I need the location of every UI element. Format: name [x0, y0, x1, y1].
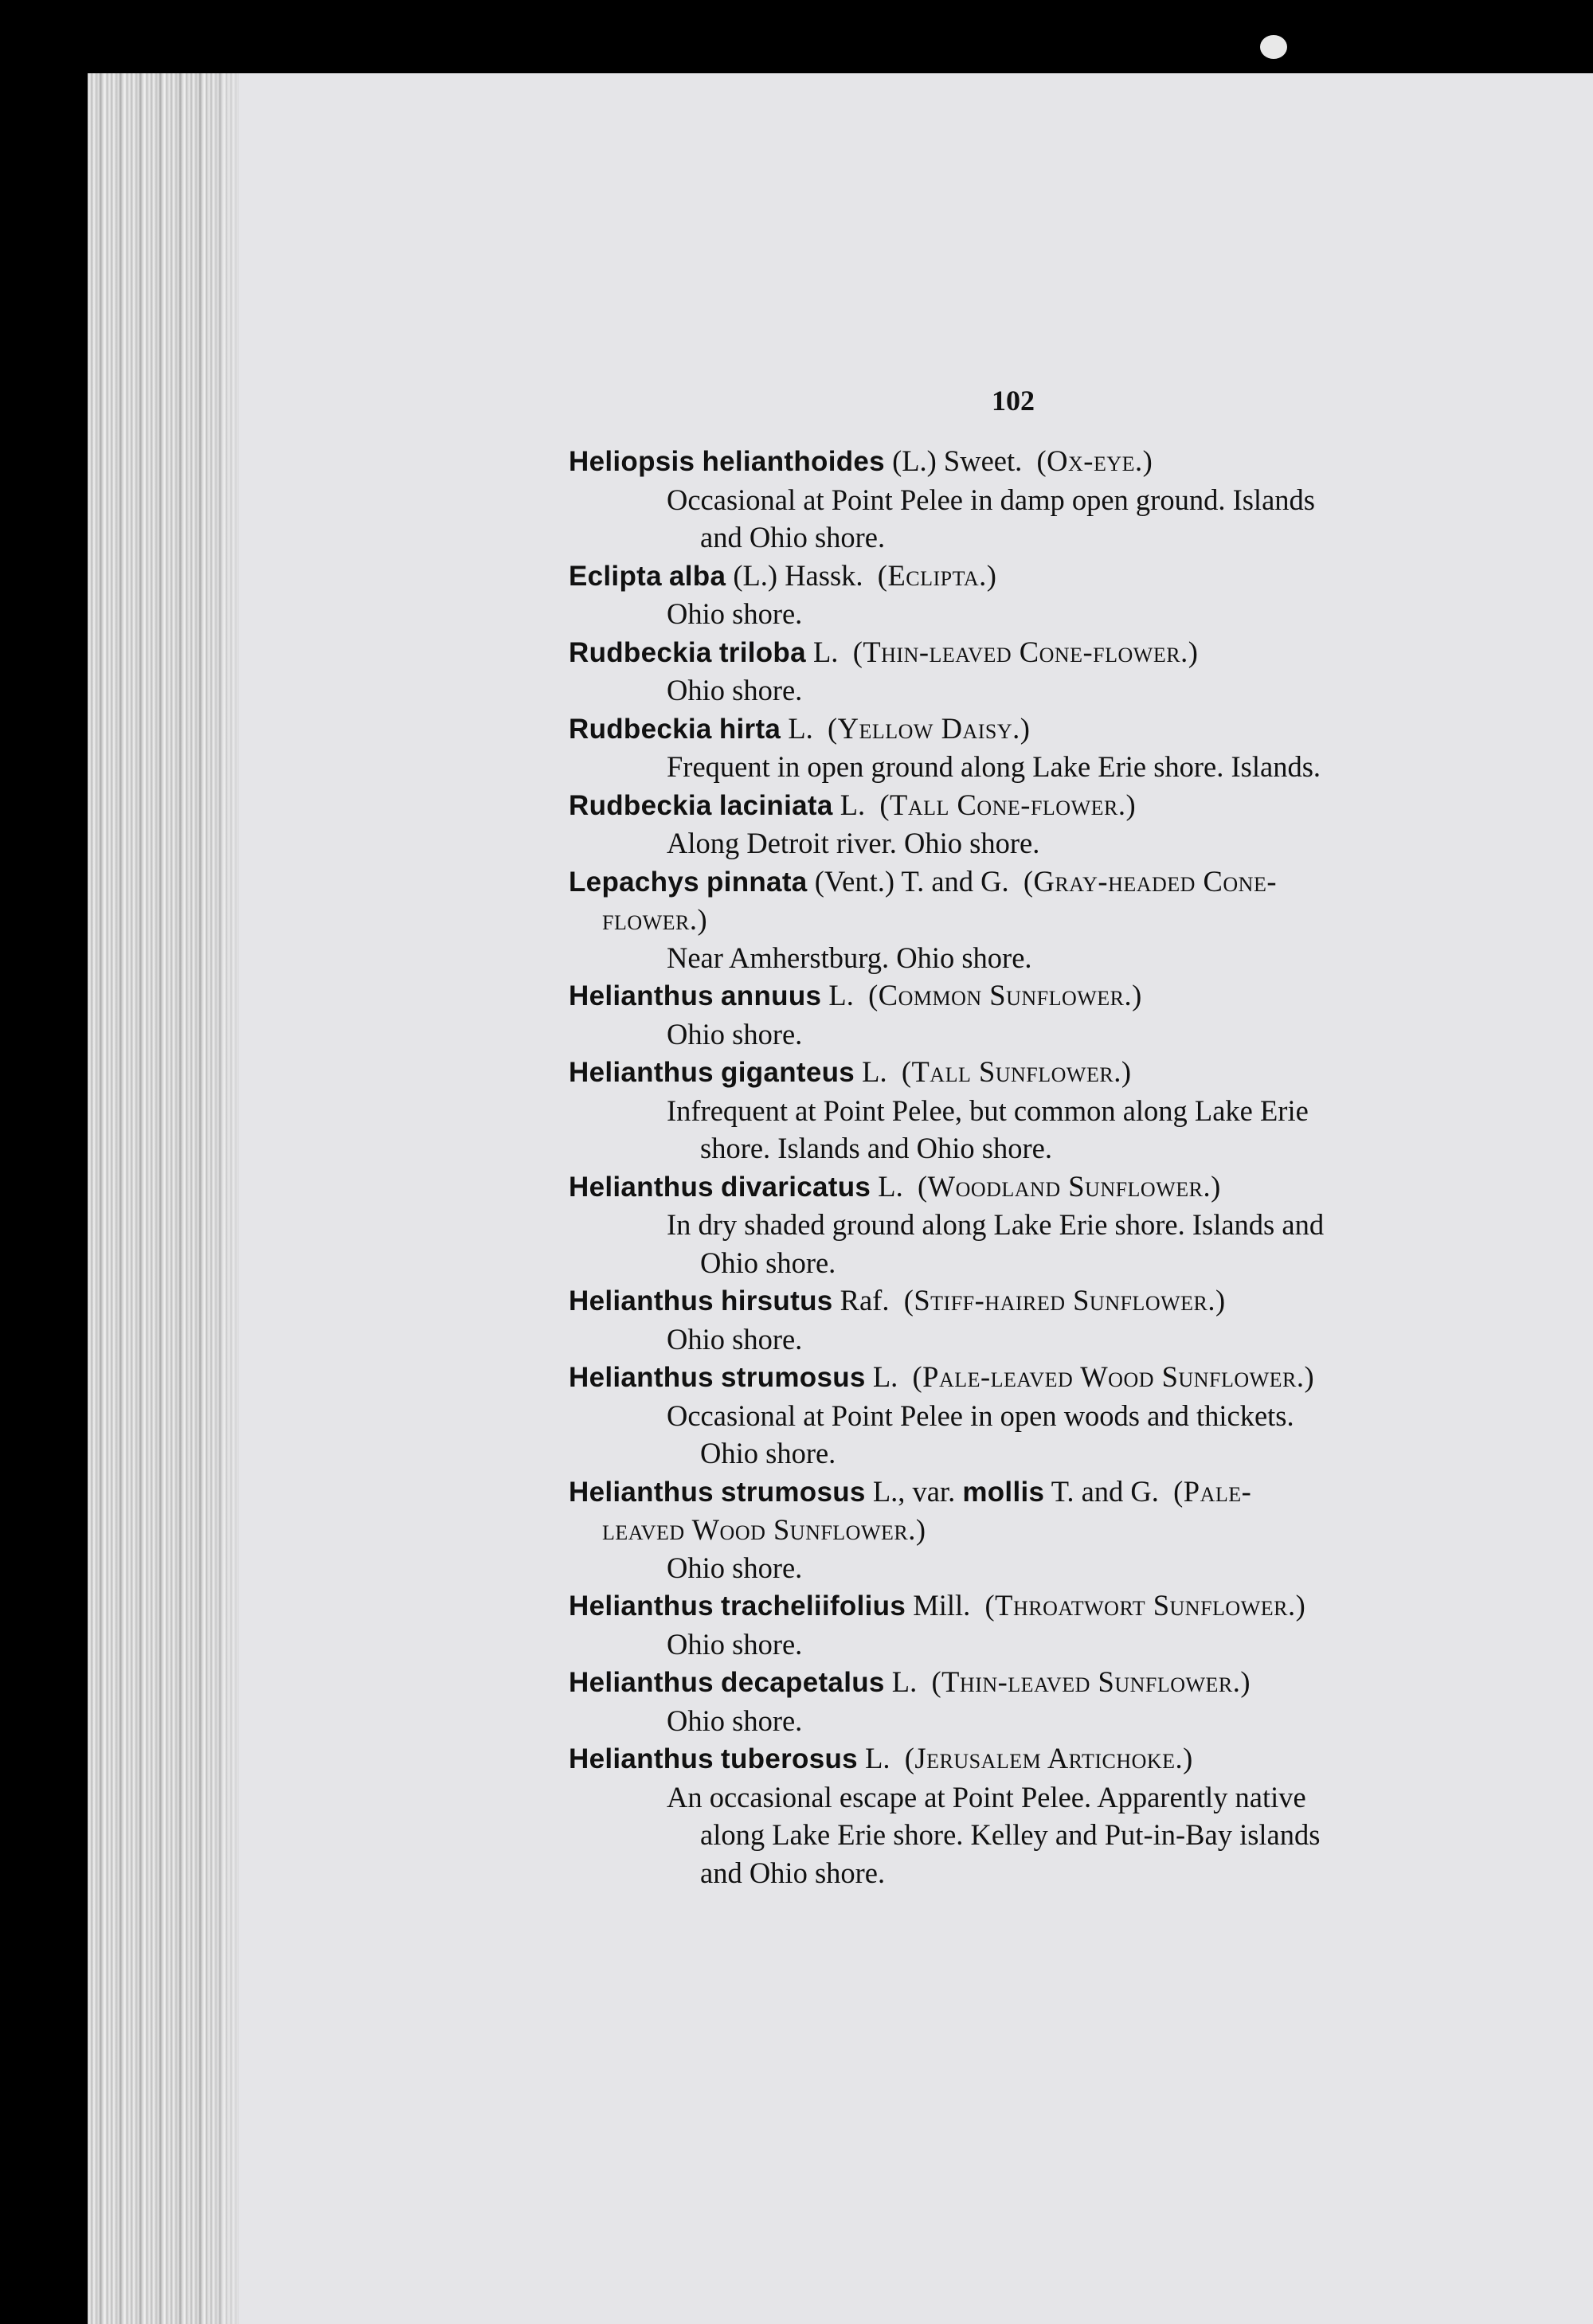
author-citation: L., var. — [872, 1474, 956, 1508]
species-heading — [569, 1053, 1485, 1092]
common-name: (Stiff-haired Sunflower.) — [903, 1284, 1226, 1317]
distribution-note: Ohio shore. — [667, 1017, 803, 1050]
species-entry — [569, 1358, 1485, 1473]
species-heading — [569, 1168, 1485, 1207]
distribution-note: Near Amherstburg. Ohio shore. — [667, 941, 1032, 974]
species-name: strumosus — [721, 1476, 866, 1508]
species-heading — [569, 1473, 1485, 1512]
distribution-note: Ohio shore. — [667, 1627, 803, 1661]
common-name: (Pale- — [1173, 1474, 1252, 1508]
distribution-note: and Ohio shore. — [700, 1856, 886, 1889]
distribution-note: Occasional at Point Pelee in open woods and thickets. — [667, 1399, 1294, 1432]
species-entry — [569, 1587, 1485, 1663]
common-name: (Ox-eye.) — [1036, 444, 1153, 477]
common-name: (Gray-headed Cone- — [1023, 864, 1277, 898]
species-entry — [569, 1473, 1485, 1587]
species-name: giganteus — [721, 1057, 855, 1088]
author-citation: L. — [865, 1742, 890, 1774]
species-entry — [569, 442, 1485, 557]
common-name-continued — [569, 1511, 1485, 1549]
scan-artifact-dot — [1260, 35, 1287, 59]
species-name: decapetalus — [721, 1667, 885, 1698]
common-name: (Common Sunflower.) — [868, 979, 1142, 1011]
distribution-note: along Lake Erie shore. Kelley and Put-in-Bay islands — [700, 1818, 1321, 1851]
species-name: tracheliifolius — [721, 1590, 906, 1622]
distribution-note: Infrequent at Point Pelee, but common along Lake Erie — [667, 1094, 1309, 1127]
distribution-note: An occasional escape at Point Pelee. Apparently native — [667, 1780, 1306, 1813]
species-name: hirta — [718, 713, 781, 745]
species-entry — [569, 557, 1485, 633]
genus-name: Helianthus — [569, 1476, 714, 1508]
species-name: pinnata — [706, 866, 808, 898]
species-entry — [569, 786, 1485, 863]
distribution-note: Along Detroit river. Ohio shore. — [667, 827, 1040, 859]
author-citation: L. — [828, 979, 854, 1011]
species-heading — [569, 633, 1485, 672]
species-entry — [569, 1053, 1485, 1168]
author-citation: (Vent.) T. and G. — [814, 864, 1009, 898]
species-heading — [569, 976, 1485, 1015]
species-entry — [569, 863, 1485, 977]
distribution-note: Ohio shore. — [667, 674, 803, 706]
genus-name: Rudbeckia — [569, 713, 712, 745]
distribution-note: Ohio shore. — [667, 1551, 803, 1584]
variety-name: mollis — [962, 1476, 1045, 1508]
species-entry — [569, 1281, 1485, 1358]
genus-name: Helianthus — [569, 1285, 714, 1317]
author-citation: L. — [862, 1055, 887, 1088]
species-heading — [569, 863, 1485, 902]
species-name: helianthoides — [702, 446, 885, 477]
species-name: laciniata — [718, 789, 833, 821]
distribution-note: and Ohio shore. — [700, 521, 886, 554]
common-name-cont: leaved Wood Sunflower.) — [602, 1513, 926, 1546]
distribution-note: Ohio shore. — [667, 1704, 803, 1737]
distribution-note: Ohio shore. — [667, 1322, 803, 1356]
species-heading — [569, 710, 1485, 749]
author-citation: Raf. — [840, 1284, 890, 1317]
species-name: strumosus — [721, 1362, 866, 1393]
species-heading — [569, 1358, 1485, 1397]
genus-name: Rudbeckia — [569, 789, 712, 821]
distribution-note: Ohio shore. — [667, 597, 803, 630]
distribution-note: Frequent in open ground along Lake Erie shore. Islands. — [667, 750, 1321, 783]
genus-name: Helianthus — [569, 1590, 714, 1622]
author-citation: (L.) Hassk. — [733, 558, 863, 592]
species-name: tuberosus — [721, 1743, 858, 1774]
common-name-cont: flower.) — [602, 903, 708, 936]
species-heading — [569, 442, 1485, 481]
author-citation: L. — [891, 1665, 918, 1698]
species-heading — [569, 1281, 1485, 1320]
common-name: (Yellow Daisy.) — [827, 711, 1031, 745]
species-heading — [569, 557, 1485, 596]
author-citation: L. — [840, 788, 866, 821]
genus-name: Heliopsis — [569, 446, 695, 477]
author-citation: L. — [878, 1169, 903, 1203]
species-name: triloba — [718, 636, 806, 668]
variety-author: T. and G. — [1051, 1474, 1159, 1508]
genus-name: Helianthus — [569, 1743, 714, 1774]
genus-name: Rudbeckia — [569, 636, 712, 668]
species-heading — [569, 1739, 1485, 1778]
genus-name: Helianthus — [569, 1057, 714, 1088]
common-name: (Throatwort Sunflower.) — [984, 1589, 1306, 1622]
species-name: annuus — [721, 980, 822, 1011]
genus-name: Helianthus — [569, 1667, 714, 1698]
genus-name: Helianthus — [569, 980, 714, 1011]
species-heading — [569, 1663, 1485, 1702]
distribution-note: In dry shaded ground along Lake Erie shore. Islands and — [667, 1208, 1325, 1241]
common-name: (Thin-leaved Cone-flower.) — [852, 635, 1199, 668]
species-entry — [569, 1663, 1485, 1739]
species-entry — [569, 633, 1485, 710]
species-heading — [569, 1587, 1485, 1626]
distribution-note: shore. Islands and Ohio shore. — [700, 1132, 1052, 1164]
species-entry — [569, 1739, 1485, 1892]
page-number: 102 — [992, 385, 1035, 417]
genus-name: Helianthus — [569, 1171, 714, 1203]
author-citation: Mill. — [913, 1589, 971, 1622]
common-name: (Thin-leaved Sunflower.) — [931, 1665, 1251, 1698]
species-name: hirsutus — [721, 1285, 833, 1317]
species-list — [569, 442, 1485, 1892]
author-citation: L. — [813, 635, 839, 668]
genus-name: Eclipta — [569, 560, 662, 592]
distribution-note: Occasional at Point Pelee in damp open ground. Islands — [667, 483, 1315, 516]
common-name: (Pale-leaved Wood Sunflower.) — [912, 1360, 1315, 1393]
species-name: divaricatus — [721, 1171, 871, 1203]
common-name-continued — [569, 901, 1485, 939]
common-name: (Jerusalem Artichoke.) — [904, 1742, 1193, 1774]
distribution-note: Ohio shore. — [700, 1246, 836, 1279]
common-name: (Tall Cone-flower.) — [879, 788, 1137, 821]
common-name: (Tall Sunflower.) — [901, 1055, 1132, 1088]
genus-name: Lepachys — [569, 866, 699, 898]
common-name: (Woodland Sunflower.) — [917, 1169, 1221, 1203]
species-entry — [569, 976, 1485, 1053]
genus-name: Helianthus — [569, 1362, 714, 1393]
book-page-edges — [88, 73, 259, 2324]
species-entry — [569, 710, 1485, 786]
author-citation: L. — [788, 711, 813, 745]
species-entry — [569, 1168, 1485, 1282]
species-name: alba — [668, 560, 726, 592]
author-citation: (L.) Sweet. — [892, 444, 1023, 477]
distribution-note: Ohio shore. — [700, 1437, 836, 1469]
species-heading — [569, 786, 1485, 825]
common-name: (Eclipta.) — [877, 558, 997, 592]
author-citation: L. — [872, 1360, 898, 1393]
